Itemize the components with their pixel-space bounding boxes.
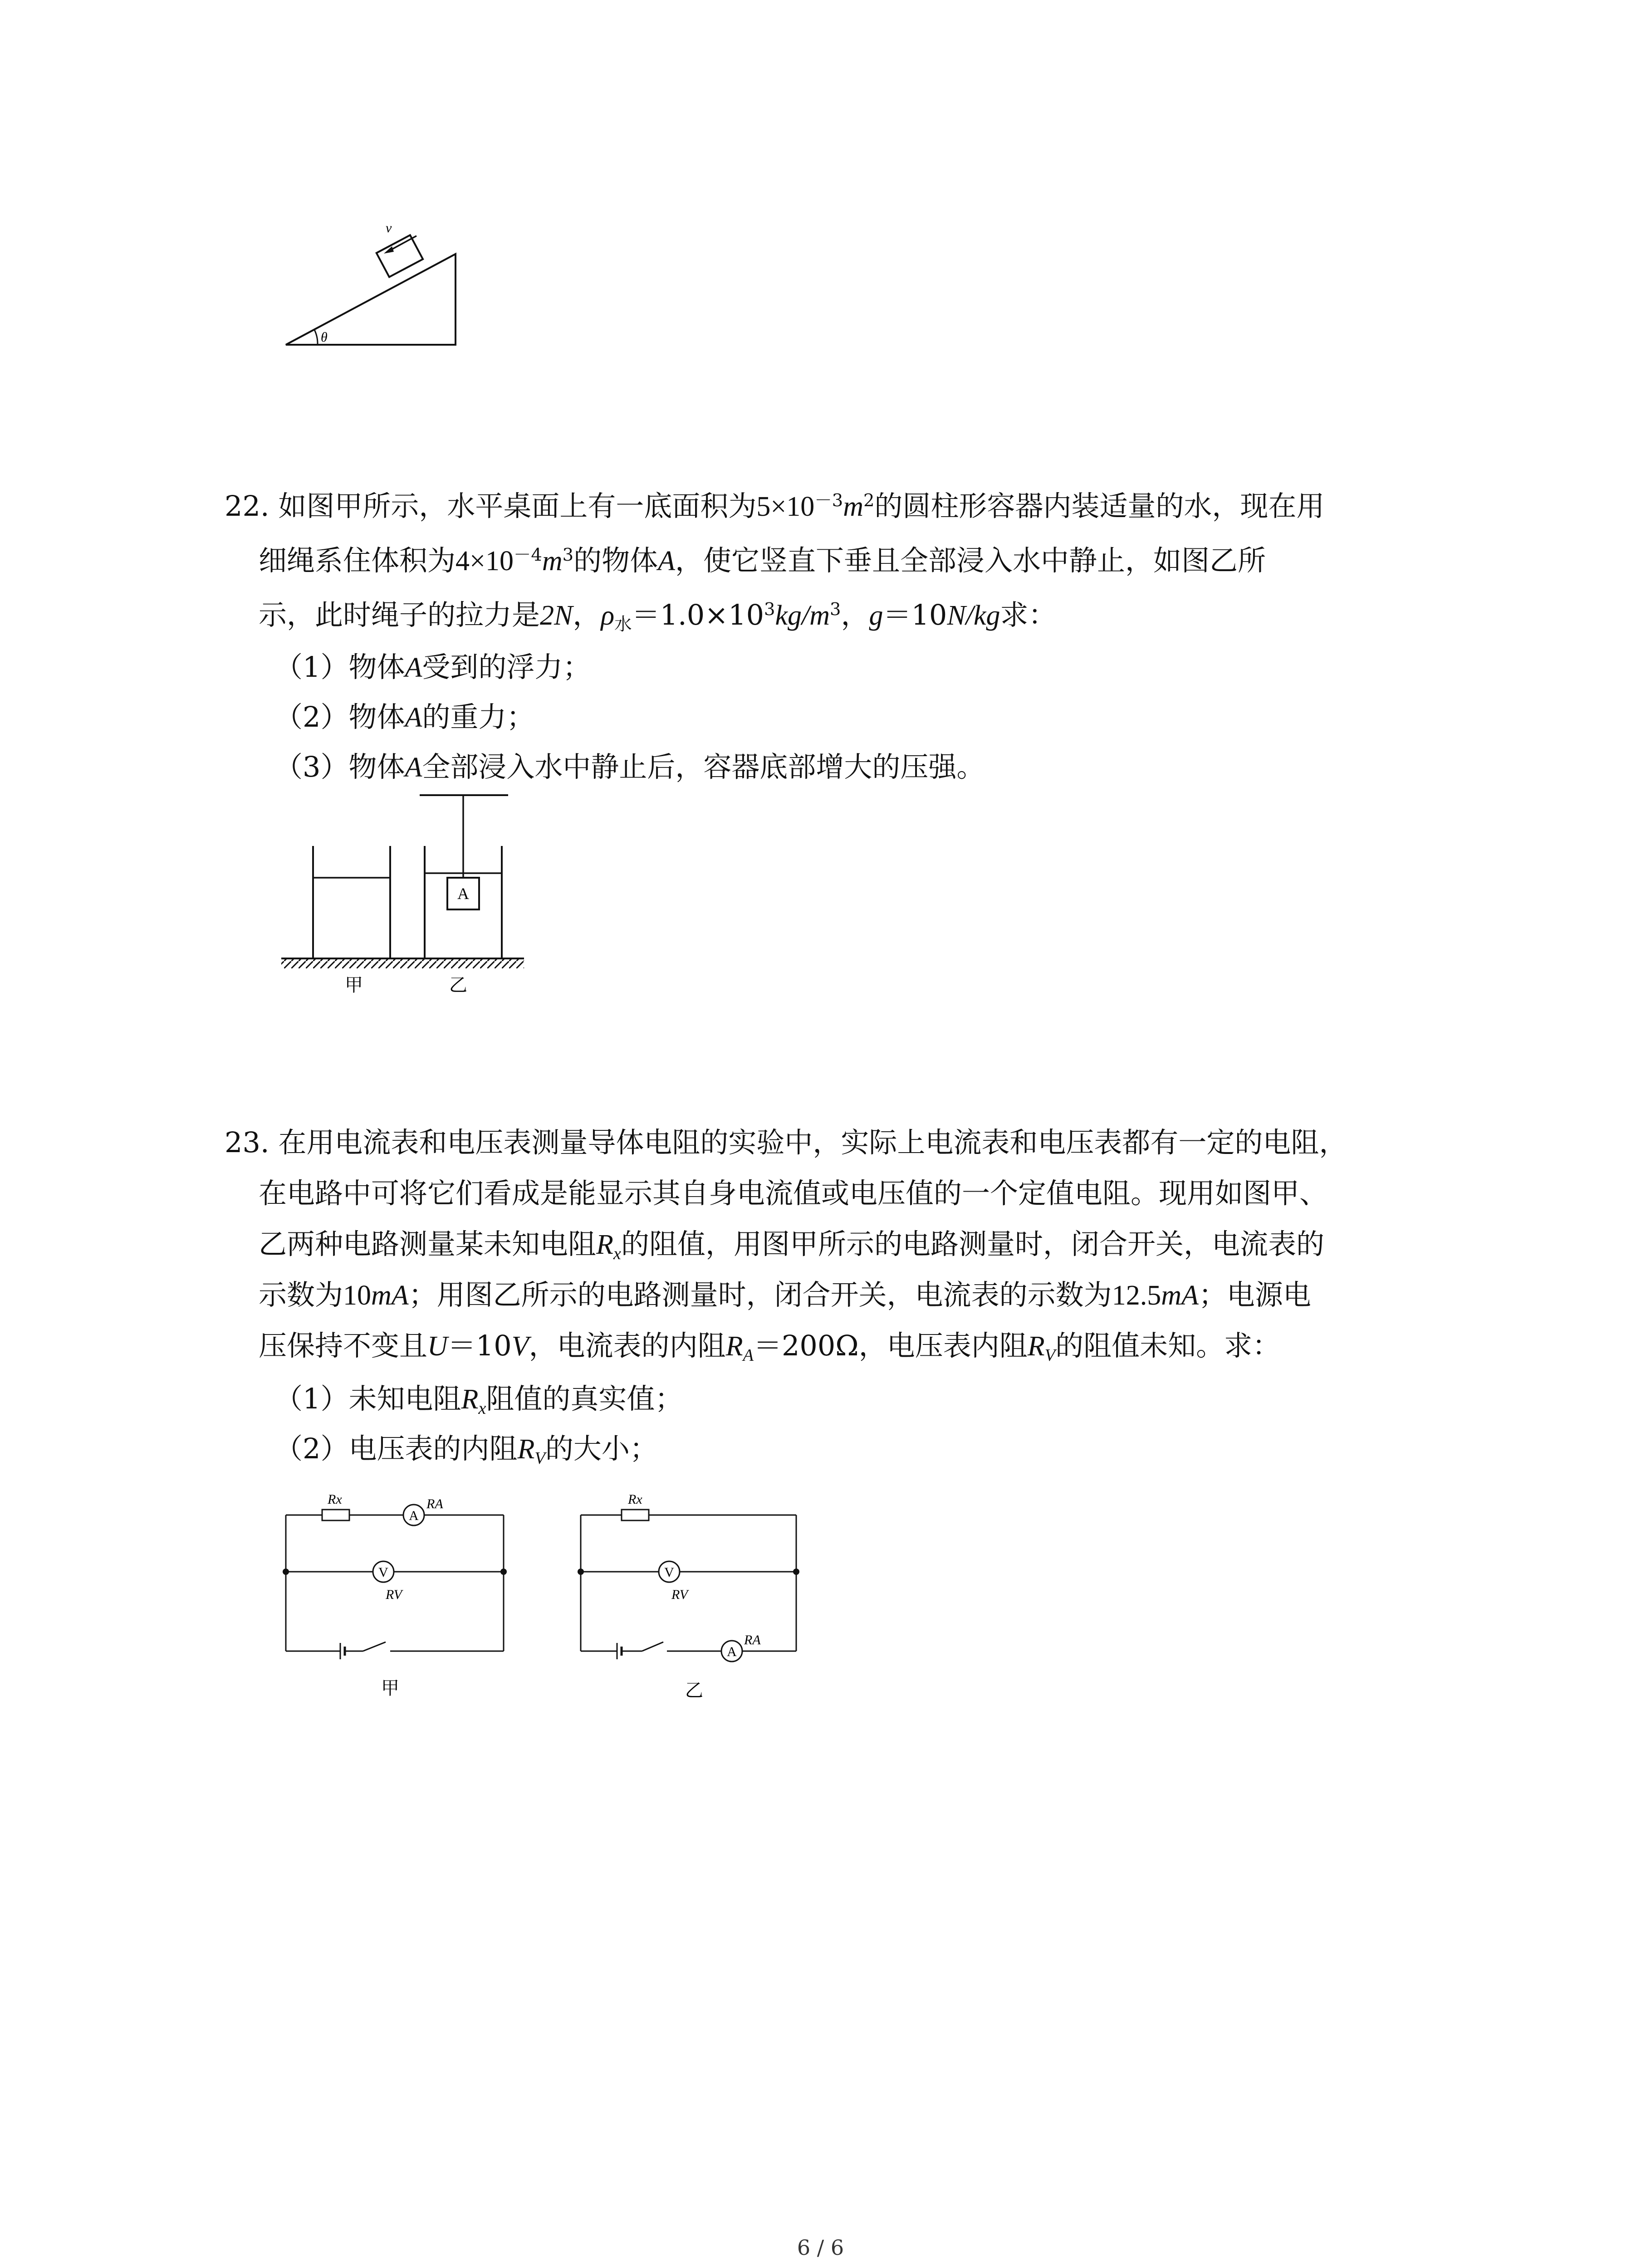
- rv-label-yi: RV: [671, 1587, 688, 1602]
- q23-subscript: x: [613, 1244, 621, 1263]
- q22-text: ，使它竖直下垂且全部浸入水中静止，如图乙所: [675, 544, 1266, 577]
- q23-sub-1: [274, 1382, 683, 1418]
- q22-unit: kg/m: [775, 600, 830, 631]
- q22-var: g: [869, 600, 883, 631]
- q23-subscript: x: [478, 1398, 486, 1418]
- q23-text: 压保持不变且: [259, 1329, 428, 1362]
- q23-var: U: [427, 1331, 448, 1362]
- q23-line-2: [259, 1177, 1328, 1210]
- q22-text: （2）物体: [274, 700, 405, 733]
- q22-unit: m: [843, 491, 863, 522]
- incline-wedge: [286, 254, 456, 345]
- ra-label-yi: RA: [744, 1633, 761, 1647]
- circuit-label-yi: 乙: [685, 1680, 703, 1701]
- q22-unit-exponent: 3: [562, 544, 574, 565]
- q23-text: 的阻值未知。求：: [1055, 1329, 1281, 1362]
- label-yi: 乙: [449, 975, 467, 995]
- q22-unit: N/kg: [947, 600, 1000, 631]
- q23-var: R: [461, 1384, 479, 1415]
- q23-subscript: V: [1044, 1345, 1056, 1365]
- q23-line-3: [259, 1227, 1324, 1263]
- circuit-label-jia: 甲: [381, 1678, 399, 1698]
- q23-value: 12.5: [1112, 1280, 1161, 1311]
- q22-var: A: [405, 752, 422, 783]
- q22-var: A: [405, 652, 422, 683]
- container-figure: [277, 787, 531, 1000]
- q23-text: ＝200Ω，电压表内阻: [753, 1329, 1028, 1362]
- switch-jia: [363, 1642, 386, 1651]
- q23-text: ；用图乙所示的电路测量时，闭合开关，电流表的示数为: [408, 1278, 1112, 1311]
- angle-label: θ: [321, 330, 328, 345]
- q23-sub-2: [274, 1432, 658, 1468]
- q22-unit-exponent: 2: [863, 490, 875, 511]
- q22-subscript: 水: [614, 614, 632, 635]
- q22-unit: m: [542, 546, 563, 577]
- ammeter-yi-label: A: [727, 1644, 737, 1659]
- q23-line-4: [259, 1278, 1311, 1311]
- q22-value: 5×10: [756, 491, 815, 522]
- page-number: 6 / 6: [797, 2235, 844, 2260]
- q23-subscript: A: [743, 1345, 754, 1365]
- resistor-rx-yi: [622, 1510, 649, 1520]
- q23-var: R: [596, 1229, 613, 1260]
- q22-exponent: －4: [513, 544, 542, 565]
- q22-value: 2N: [540, 600, 573, 631]
- q23-unit: mA: [1161, 1280, 1199, 1311]
- object-a-label: A: [457, 885, 469, 903]
- q23-subscript: V: [534, 1448, 545, 1468]
- q22-line-1: [225, 489, 1325, 523]
- q22-text: 如图甲所示，水平桌面上有一底面积为: [278, 489, 757, 523]
- q23-text: （2）电压表的内阻: [274, 1432, 518, 1465]
- q22-text: （1）物体: [274, 650, 405, 684]
- q22-line-3: [259, 598, 1057, 635]
- q22-value: 4×10: [456, 546, 514, 577]
- container-jia: [313, 846, 390, 958]
- circuit-jia: [283, 1492, 507, 1698]
- q23-unit: V: [511, 1331, 529, 1362]
- q22-exponent: 3: [764, 599, 775, 620]
- rx-label-jia: Rx: [328, 1492, 342, 1507]
- q23-text: 乙两种电路测量某未知电阻: [259, 1227, 597, 1261]
- q23-text: 阻值的真实值；: [486, 1382, 683, 1415]
- q23-var: R: [1027, 1331, 1045, 1362]
- q23-var: R: [725, 1331, 743, 1362]
- q22-number: 22.: [225, 489, 269, 523]
- q23-line-5: [259, 1329, 1281, 1365]
- q23-text: ，电流表的内阻: [529, 1329, 726, 1362]
- velocity-label: v: [386, 220, 392, 235]
- q22-var: A: [405, 702, 422, 733]
- q22-text: 受到的浮力；: [422, 650, 591, 684]
- q23-text: 的阻值，用图甲所示的电路测量时，闭合开关，电流表的: [621, 1227, 1324, 1261]
- label-jia: 甲: [345, 975, 363, 995]
- voltmeter-yi-label: V: [664, 1565, 674, 1580]
- q23-number: 23.: [225, 1126, 269, 1159]
- rx-label-yi: Rx: [628, 1492, 642, 1507]
- angle-arc: [314, 330, 318, 345]
- q22-var: ρ: [601, 600, 615, 631]
- q22-text: ，: [573, 598, 601, 631]
- q23-text: ＝10: [447, 1329, 512, 1362]
- circuit-figure: [272, 1483, 844, 1719]
- q22-sub-1: [274, 650, 591, 684]
- q22-sub-2: [274, 700, 535, 733]
- rv-label-jia: RV: [386, 1587, 402, 1602]
- q22-sub-3: [274, 750, 985, 783]
- ra-label-jia: RA: [426, 1496, 443, 1511]
- container-yi: [420, 795, 508, 958]
- q22-text: 的重力；: [422, 700, 535, 733]
- q22-exponent: －3: [814, 490, 843, 511]
- voltmeter-jia-label: V: [378, 1565, 388, 1580]
- q22-line-2: [259, 544, 1266, 577]
- resistor-rx-jia: [322, 1510, 349, 1520]
- q22-text: 细绳系住体积为: [259, 544, 456, 577]
- ammeter-jia-label: A: [409, 1508, 419, 1523]
- q23-line-1: [225, 1126, 1347, 1159]
- q23-text: 在电路中可将它们看成是能显示其自身电流值或电压值的一个定值电阻。现用如图甲、: [259, 1177, 1328, 1210]
- q22-text: 全部浸入水中静止后，容器底部增大的压强。: [422, 750, 985, 783]
- sliding-block: [377, 235, 423, 277]
- q22-exponent: 3: [830, 599, 841, 620]
- table-hatch: [281, 958, 524, 968]
- incline-figure: [272, 213, 467, 349]
- q22-text: （3）物体: [274, 750, 405, 783]
- circuit-yi: [578, 1492, 799, 1701]
- q22-text: 的物体: [573, 544, 658, 577]
- q22-text: ＝10: [883, 598, 947, 631]
- q22-text: 的圆柱形容器内装适量的水，现在用: [874, 489, 1325, 523]
- q22-text: 求：: [1000, 598, 1057, 631]
- q23-text: （1）未知电阻: [274, 1382, 461, 1415]
- q23-text: 的大小；: [545, 1432, 658, 1465]
- q23-var: R: [517, 1434, 535, 1465]
- q23-text: ；电源电: [1198, 1278, 1311, 1311]
- q23-text: 在用电流表和电压表测量导体电阻的实验中，实际上电流表和电压表都有一定的电阻，: [278, 1126, 1347, 1159]
- q23-value: 10: [343, 1280, 372, 1311]
- q22-text: ＝1.0×10: [632, 598, 764, 631]
- q23-unit: mA: [371, 1280, 409, 1311]
- q22-text: ，: [841, 598, 869, 631]
- q22-text: 示，此时绳子的拉力是: [259, 598, 540, 631]
- q23-text: 示数为: [259, 1278, 343, 1311]
- q22-var: A: [658, 546, 675, 577]
- switch-yi: [642, 1642, 663, 1651]
